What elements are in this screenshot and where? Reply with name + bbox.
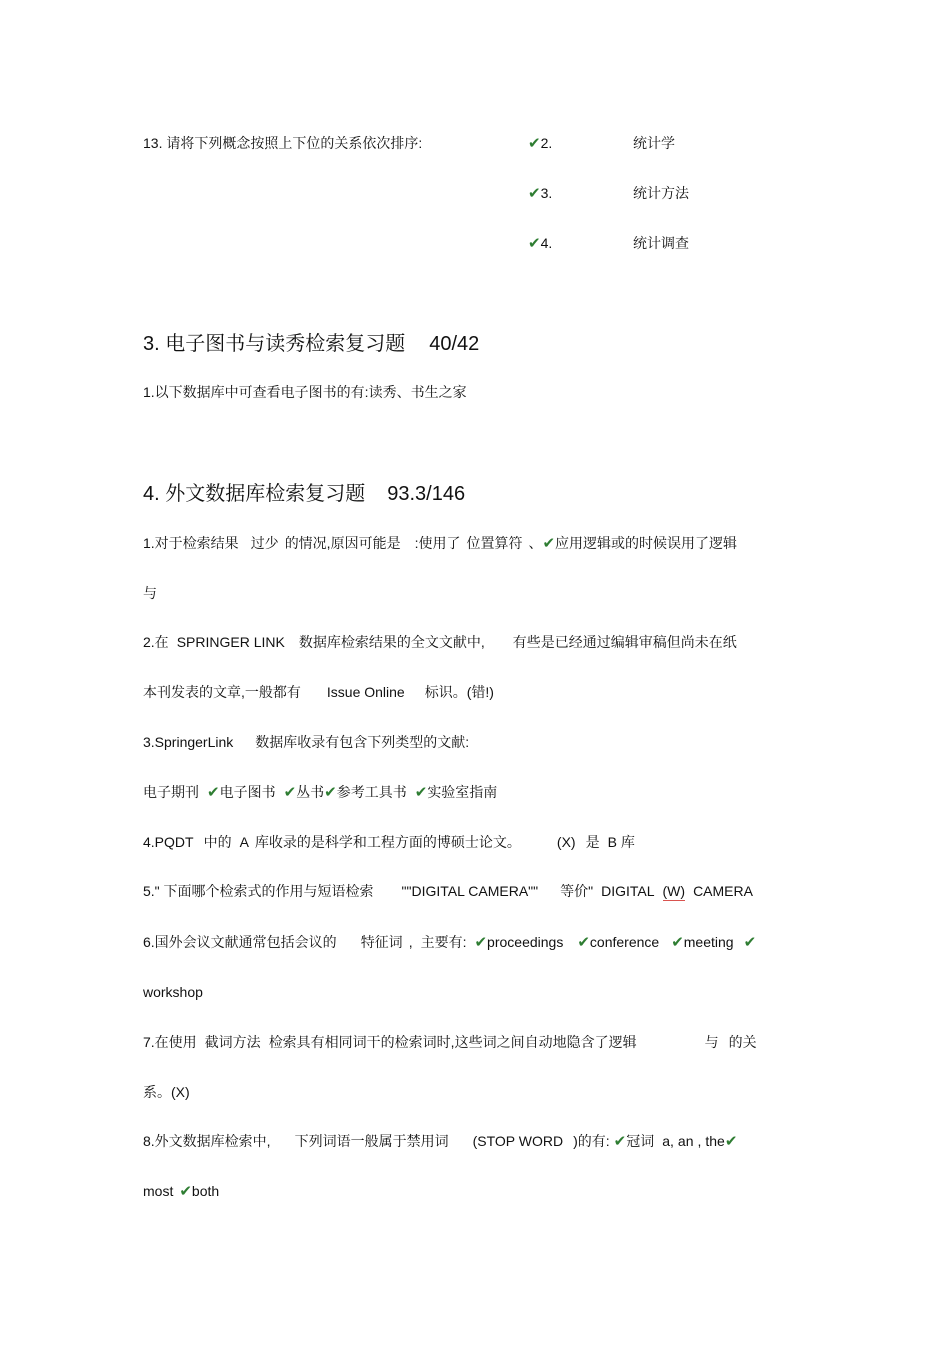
q13-item-text: 统计调查 — [633, 235, 689, 251]
q3-answer: 电子期刊 — [143, 784, 199, 800]
q3-answer: 参考工具书 — [336, 784, 407, 800]
q8-separator: , — [697, 1133, 702, 1149]
q7-text: 检索具有相同词干的检索词时,这些词之间自动地隐含了逻辑 — [268, 1034, 637, 1050]
section4-heading — [143, 480, 465, 508]
section4-q2-continued — [143, 682, 494, 702]
check-icon: ✔ — [577, 934, 590, 951]
q13-item — [528, 233, 552, 254]
q3-text: 3.SpringerLink — [143, 734, 234, 750]
q1-text: 1.对于检索结果 — [143, 535, 239, 551]
check-icon: ✔ — [542, 535, 556, 552]
check-icon: ✔ — [207, 784, 220, 801]
section4-q3 — [143, 732, 469, 752]
check-icon: ✔ — [414, 784, 428, 801]
q6-answer: conference — [589, 934, 660, 950]
q13-item-number: 2. — [540, 135, 553, 151]
q4-text: 是 — [585, 834, 600, 850]
check-icon: ✔ — [743, 934, 757, 951]
q2-text: 数据库检索结果的全文文献中, — [298, 634, 485, 650]
section4-score: 93.3/146 — [387, 483, 466, 505]
q8-answer: 冠词 — [626, 1133, 655, 1149]
section4-q3-answers — [143, 782, 497, 803]
q3-text: 数据库收录有包含下列类型的文献: — [255, 734, 470, 750]
q13-item-number: 4. — [540, 235, 553, 251]
section3-heading — [143, 330, 479, 358]
q7-text: 的关 — [728, 1034, 757, 1050]
q3-answer: 实验室指南 — [427, 784, 498, 800]
q5-text: 5." 下面哪个检索式的作用与短语检索 — [143, 883, 374, 899]
q7-keyword: 截词方法 — [204, 1034, 261, 1050]
section4-q8-continued — [143, 1181, 219, 1202]
q4-text: 库收录的是科学和工程方面的博硕士论文。 — [254, 834, 521, 850]
q2-keyword: SPRINGER LINK — [176, 634, 285, 650]
section3-score: 40/42 — [429, 333, 480, 355]
q1-text: 的情况,原因可能是 — [284, 535, 401, 551]
q6-text: 主要有: — [420, 934, 467, 950]
check-icon: ✔ — [324, 784, 337, 801]
check-icon: ✔ — [283, 784, 297, 801]
section3-q1: 1.以下数据库中可查看电子图书的有:读秀、书生之家 — [143, 384, 467, 400]
section4-q1 — [143, 533, 737, 554]
q1-text: :使用了 — [414, 535, 461, 551]
q7-text: 7.在使用 — [143, 1034, 197, 1050]
q1-keyword: 过少 — [250, 535, 279, 551]
section4-q4 — [143, 832, 635, 852]
check-icon: ✔ — [613, 1133, 627, 1150]
q3-answer: 电子图书 — [219, 784, 276, 800]
q5-query: ""DIGITAL CAMERA"" — [401, 883, 539, 899]
q4-text: A — [239, 834, 249, 850]
q8-answer: most — [143, 1183, 174, 1199]
q1-separator: 、 — [528, 535, 543, 551]
q5-answer: CAMERA — [693, 883, 753, 899]
section4-title: 4. 外文数据库检索复习题 — [143, 483, 366, 505]
q5-answer-operator: (W) — [662, 883, 686, 899]
q8-answer: both — [191, 1183, 220, 1199]
q8-separator: , — [670, 1133, 674, 1149]
q6-answer: proceedings — [487, 934, 564, 950]
q4-answer: (X) — [556, 834, 576, 850]
q6-text: 6.国外会议文献通常包括会议的 — [143, 934, 337, 950]
q8-text: 8.外文数据库检索中, — [143, 1133, 271, 1149]
q6-answer: meeting — [683, 934, 734, 950]
q4-text: B 库 — [607, 834, 635, 850]
q8-text: 下列词语一般属于禁用词 — [294, 1133, 449, 1149]
q3-answer: 丛书 — [296, 784, 325, 800]
q7-keyword: 与 — [704, 1034, 719, 1050]
section4-q8 — [143, 1131, 737, 1152]
q13-item — [528, 183, 552, 204]
section4-q5 — [143, 881, 753, 901]
q2-text: 本刊发表的文章,一般都有 — [143, 684, 301, 700]
section4-q6 — [143, 932, 756, 953]
q2-keyword: Issue Online — [326, 684, 405, 700]
q8-answer: an — [677, 1133, 694, 1149]
q5-text: 等价" — [560, 883, 594, 899]
q4-text: 中的 — [203, 834, 232, 850]
section4-q6-continued: workshop — [143, 984, 203, 1000]
q13-item-number: 3. — [540, 185, 553, 201]
q8-answer: a — [662, 1133, 671, 1149]
q13-item — [528, 133, 552, 154]
section4-q2 — [143, 632, 737, 652]
section4-q7 — [143, 1032, 757, 1052]
q13-item-text: 统计学 — [633, 135, 675, 151]
q1-answer: 应用逻辑或的时候误用了逻辑 — [555, 535, 738, 551]
check-icon: ✔ — [528, 135, 541, 152]
q2-text: 有些是已经通过编辑审稿但尚未在纸 — [512, 634, 737, 650]
check-icon: ✔ — [671, 934, 684, 951]
check-icon: ✔ — [179, 1183, 192, 1200]
q2-answer: 标识。(错!) — [424, 684, 494, 700]
check-icon: ✔ — [724, 1133, 738, 1150]
q8-answer: the — [705, 1133, 725, 1149]
q8-text: )的有: — [573, 1133, 610, 1149]
q5-answer: DIGITAL — [601, 883, 655, 899]
q13-question: 13. 请将下列概念按照上下位的关系依次排序: — [143, 135, 423, 151]
section3-title: 3. 电子图书与读秀检索复习题 — [143, 333, 406, 355]
q1-answer: 位置算符 — [466, 535, 523, 551]
section4-q1-continued: 与 — [143, 585, 157, 601]
check-icon: ✔ — [528, 235, 541, 252]
q6-text: , — [408, 934, 413, 950]
q4-text: 4.PQDT — [143, 834, 194, 850]
q2-text: 2.在 — [143, 634, 169, 650]
q6-keyword: 特征词 — [360, 934, 403, 950]
section4-q7-continued: 系。(X) — [143, 1084, 190, 1100]
q13-item-text: 统计方法 — [633, 185, 689, 201]
q8-keyword: (STOP WORD — [472, 1133, 564, 1149]
check-icon: ✔ — [528, 185, 541, 202]
check-icon: ✔ — [474, 934, 488, 951]
